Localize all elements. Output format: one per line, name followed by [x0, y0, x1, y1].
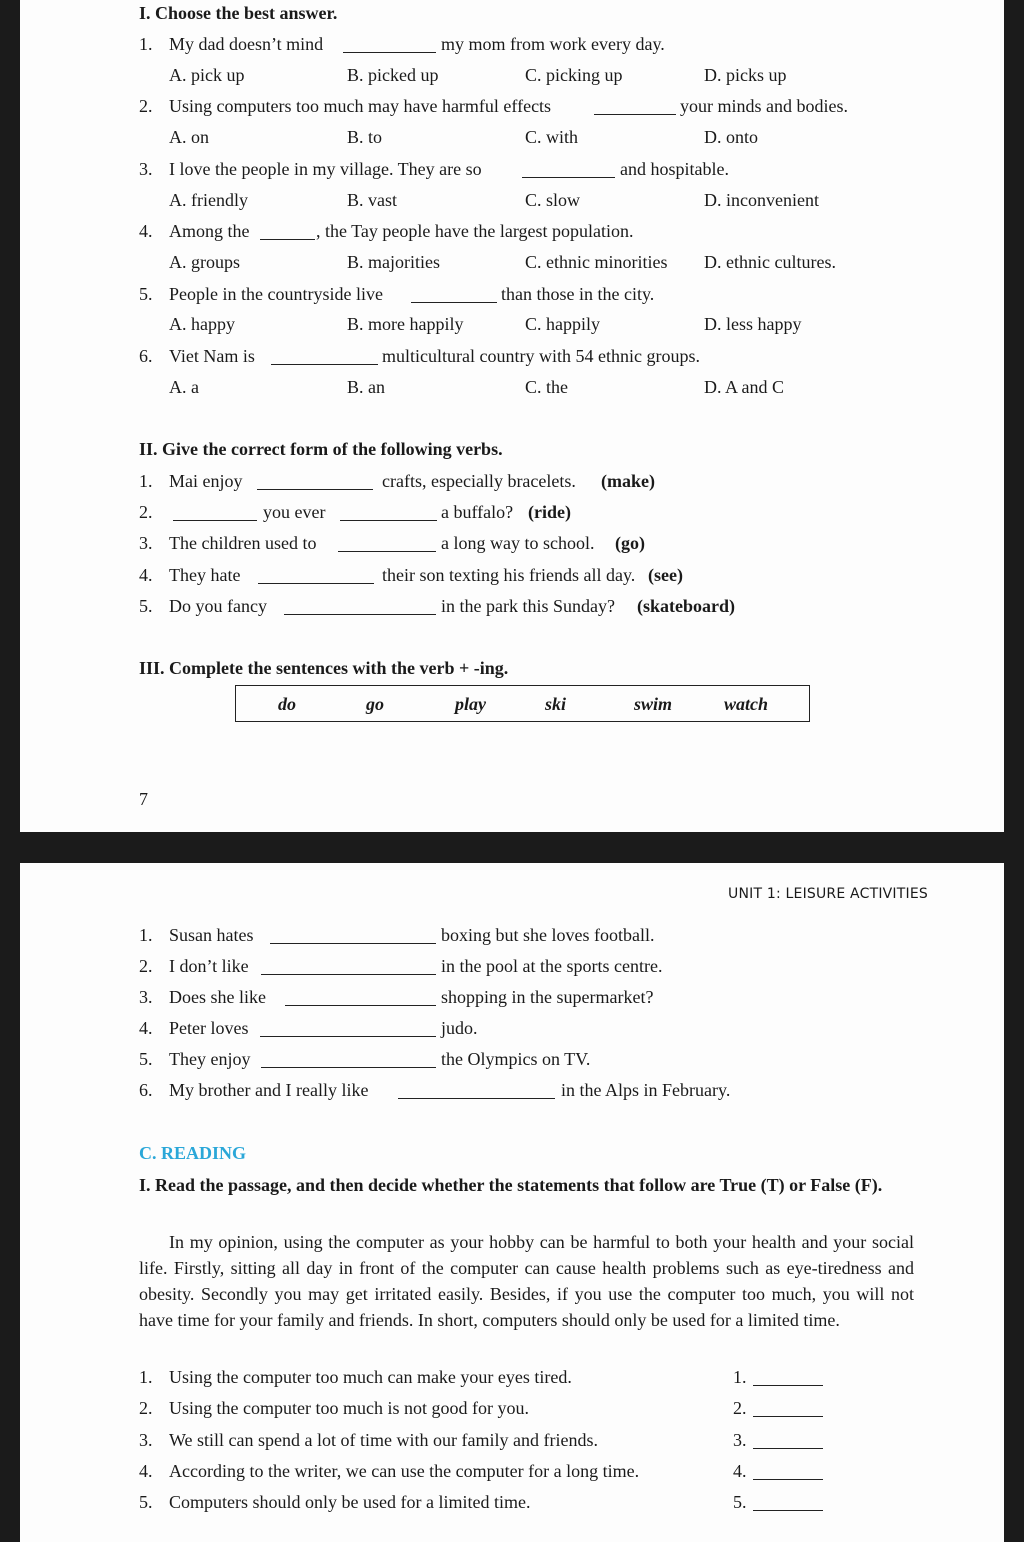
- statement-number: 4.: [139, 1461, 153, 1481]
- reading-section-title: C. READING: [139, 1143, 247, 1163]
- answer-number: 1.: [733, 1367, 747, 1387]
- answer-blank[interactable]: [411, 288, 497, 303]
- answer-blank-1[interactable]: [173, 506, 257, 521]
- statement-text: We still can spend a lot of time with our family and friends.: [169, 1430, 598, 1450]
- part3-title: III. Complete the sentences with the verb + -ing.: [139, 658, 509, 678]
- answer-blank[interactable]: [338, 537, 436, 552]
- answer-number: 2.: [733, 1398, 747, 1418]
- option-d[interactable]: D. onto: [704, 127, 758, 147]
- item-number: 3.: [139, 533, 153, 553]
- word-do: do: [278, 694, 296, 714]
- answer-blank[interactable]: [257, 475, 373, 490]
- item-text-after: a buffalo?: [441, 502, 514, 522]
- option-d[interactable]: D. picks up: [704, 65, 787, 85]
- unit-header: UNIT 1: LEISURE ACTIVITIES: [728, 886, 928, 902]
- item-text-after: boxing but she loves football.: [441, 925, 655, 945]
- answer-blank[interactable]: [753, 1465, 823, 1480]
- answer-blank[interactable]: [260, 225, 315, 240]
- item-text-after: shopping in the supermarket?: [441, 987, 654, 1007]
- answer-blank[interactable]: [343, 38, 436, 53]
- page-number: 7: [139, 789, 148, 809]
- answer-number: 4.: [733, 1461, 747, 1481]
- answer-blank[interactable]: [522, 163, 615, 178]
- item-number: 1.: [139, 471, 153, 491]
- answer-blank[interactable]: [261, 960, 436, 975]
- question-number: 6.: [139, 346, 153, 366]
- question-text-after: and hospitable.: [620, 159, 729, 179]
- item-text-after: their son texting his friends all day.: [382, 565, 636, 585]
- question-text-before: I love the people in my village. They are so: [169, 159, 482, 179]
- item-text-before: Does she like: [169, 987, 266, 1007]
- item-number: 2.: [139, 502, 153, 522]
- question-text-after: my mom from work every day.: [441, 34, 665, 54]
- option-d[interactable]: D. ethnic cultures.: [704, 252, 836, 272]
- item-text-before: They hate: [169, 565, 241, 585]
- option-c[interactable]: C. happily: [525, 314, 600, 334]
- answer-blank[interactable]: [270, 929, 436, 944]
- verb-hint: (ride): [528, 502, 571, 522]
- item-text-before: Mai enjoy: [169, 471, 243, 491]
- question-text-after: multicultural country with 54 ethnic groups.: [382, 346, 700, 366]
- word-box: [235, 685, 810, 722]
- verb-hint: (see): [648, 565, 683, 585]
- reading-question-heading: I. Read the passage, and then decide whether the statements that follow are True (T) or False (F).: [139, 1175, 883, 1195]
- item-text-before: My brother and I really like: [169, 1080, 369, 1100]
- option-c[interactable]: C. picking up: [525, 65, 623, 85]
- answer-blank[interactable]: [753, 1496, 823, 1511]
- answer-blank[interactable]: [271, 350, 378, 365]
- statement-text: Using the computer too much is not good for you.: [169, 1398, 529, 1418]
- question-text-before: My dad doesn’t mind: [169, 34, 324, 54]
- word-go: go: [366, 694, 384, 714]
- statement-number: 3.: [139, 1430, 153, 1450]
- option-c[interactable]: C. ethnic minorities: [525, 252, 668, 272]
- item-number: 4.: [139, 565, 153, 585]
- answer-number: 3.: [733, 1430, 747, 1450]
- option-d[interactable]: D. less happy: [704, 314, 802, 334]
- item-number: 5.: [139, 596, 153, 616]
- question-text-after: than those in the city.: [501, 284, 655, 304]
- item-text-after: in the park this Sunday?: [441, 596, 615, 616]
- item-text-after: in the pool at the sports centre.: [441, 956, 663, 976]
- word-swim: swim: [634, 694, 673, 714]
- answer-blank[interactable]: [594, 100, 676, 115]
- option-a[interactable]: A. groups: [169, 252, 240, 272]
- item-text-before: Peter loves: [169, 1018, 249, 1038]
- option-c[interactable]: C. the: [525, 377, 568, 397]
- option-c[interactable]: C. slow: [525, 190, 581, 210]
- item-text-after: a long way to school.: [441, 533, 595, 553]
- item-text-before: Do you fancy: [169, 596, 267, 616]
- item-text-before: I don’t like: [169, 956, 249, 976]
- option-a[interactable]: A. happy: [169, 314, 235, 334]
- option-b[interactable]: B. to: [347, 127, 383, 147]
- answer-blank[interactable]: [284, 600, 436, 615]
- option-b[interactable]: B. an: [347, 377, 385, 397]
- statement-number: 1.: [139, 1367, 153, 1387]
- option-b[interactable]: B. picked up: [347, 65, 439, 85]
- statement-text: According to the writer, we can use the computer for a long time.: [169, 1461, 640, 1481]
- answer-blank[interactable]: [258, 569, 374, 584]
- item-number: 3.: [139, 987, 153, 1007]
- answer-blank[interactable]: [261, 1053, 436, 1068]
- part2-title: II. Give the correct form of the following verbs.: [139, 439, 503, 459]
- question-number: 5.: [139, 284, 153, 304]
- item-number: 6.: [139, 1080, 153, 1100]
- question-text-before: Using computers too much may have harmful effects: [169, 96, 552, 116]
- question-number: 3.: [139, 159, 153, 179]
- item-text-middle: you ever: [263, 502, 326, 522]
- item-text-after: judo.: [441, 1018, 478, 1038]
- worksheet-page-2: [20, 863, 1004, 1542]
- answer-blank[interactable]: [753, 1402, 823, 1417]
- option-d[interactable]: D. inconvenient: [704, 190, 819, 210]
- question-text-after: , the Tay people have the largest population.: [316, 221, 634, 241]
- answer-blank[interactable]: [753, 1434, 823, 1449]
- option-b[interactable]: B. more happily: [347, 314, 464, 334]
- part1-title: I. Choose the best answer.: [139, 3, 338, 23]
- answer-blank[interactable]: [398, 1084, 555, 1099]
- item-number: 5.: [139, 1049, 153, 1069]
- option-a[interactable]: A. friendly: [169, 190, 248, 210]
- option-b[interactable]: B. vast: [347, 190, 398, 210]
- option-b[interactable]: B. majorities: [347, 252, 440, 272]
- question-text-before: Among the: [169, 221, 250, 241]
- option-a[interactable]: A. a: [169, 377, 199, 397]
- question-number: 1.: [139, 34, 153, 54]
- verb-hint: (go): [615, 533, 645, 553]
- statement-number: 2.: [139, 1398, 153, 1418]
- statement-text: Computers should only be used for a limited time.: [169, 1492, 531, 1512]
- item-text-after: in the Alps in February.: [561, 1080, 731, 1100]
- option-c[interactable]: C. with: [525, 127, 579, 147]
- word-ski: ski: [545, 694, 567, 714]
- answer-blank-2[interactable]: [340, 506, 437, 521]
- option-a[interactable]: A. on: [169, 127, 209, 147]
- answer-blank[interactable]: [285, 991, 436, 1006]
- verb-hint: (make): [601, 471, 655, 491]
- item-number: 2.: [139, 956, 153, 976]
- statement-number: 5.: [139, 1492, 153, 1512]
- word-play: play: [455, 694, 486, 714]
- word-watch: watch: [724, 694, 769, 714]
- answer-blank[interactable]: [260, 1022, 436, 1037]
- question-text-before: Viet Nam is: [169, 346, 255, 366]
- answer-number: 5.: [733, 1492, 747, 1512]
- statement-text: Using the computer too much can make your eyes tired.: [169, 1367, 572, 1387]
- verb-hint: (skateboard): [637, 596, 735, 616]
- option-a[interactable]: A. pick up: [169, 65, 245, 85]
- option-d[interactable]: D. A and C: [704, 377, 785, 397]
- item-text-after: crafts, especially bracelets.: [382, 471, 576, 491]
- question-number: 4.: [139, 221, 153, 241]
- item-text-after: the Olympics on TV.: [441, 1049, 591, 1069]
- question-number: 2.: [139, 96, 153, 116]
- reading-passage: In my opinion, using the computer as your hobby can be harmful to both your health and your social life. Firstly, sitting all day in front of the computer can cause health problems such as eye-tiredness and obesity. Secondly you may get irritated easily. Besides, if you use the computer too much, you will not have time for your family and friends. In short, computers should only be used for a limited time.: [139, 1232, 914, 1330]
- worksheet-page-1: [20, 0, 1004, 832]
- question-text-after: your minds and bodies.: [680, 96, 848, 116]
- question-text-before: People in the countryside live: [169, 284, 383, 304]
- item-number: 4.: [139, 1018, 153, 1038]
- item-number: 1.: [139, 925, 153, 945]
- answer-blank[interactable]: [753, 1371, 823, 1386]
- item-text-before: The children used to: [169, 533, 317, 553]
- item-text-before: Susan hates: [169, 925, 254, 945]
- item-text-before: They enjoy: [169, 1049, 251, 1069]
